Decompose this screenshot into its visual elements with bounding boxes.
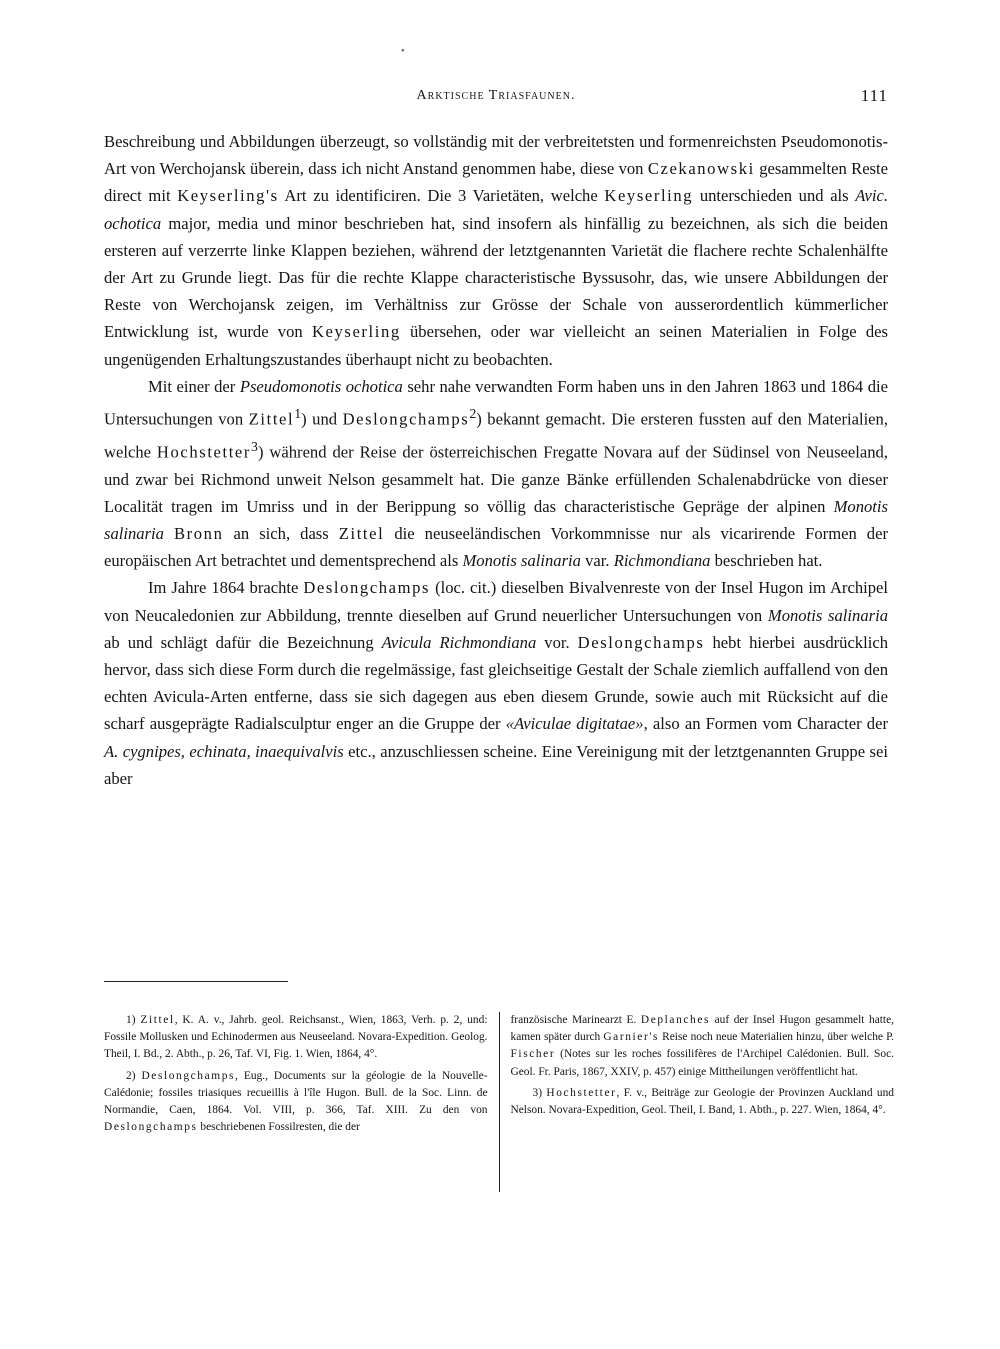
taxon-name: Monotis salinaria: [462, 551, 581, 571]
paragraph-2: [104, 373, 888, 574]
footnote-ref: 3: [251, 438, 258, 454]
text-run: Art zu identificiren. Die 3 Varietäten, welche: [278, 186, 605, 206]
author-name: Garnier's: [603, 1031, 660, 1044]
running-title: Arktische Triasfaunen.: [416, 88, 576, 103]
author-name: Bronn: [173, 523, 224, 543]
taxon-name: Monotis salinaria: [104, 496, 888, 543]
footnotes: [104, 1012, 894, 1192]
page-number: 111: [860, 86, 888, 105]
footnote-ref: 1: [294, 406, 302, 422]
author-name: Deplanches: [640, 1014, 711, 1026]
footnote-marker: 3): [532, 1086, 542, 1099]
footnote-marker: 1): [126, 1014, 136, 1026]
text-run: an sich, dass: [223, 523, 339, 543]
author-name: Deslongchamps: [303, 578, 431, 598]
text-run: , Eug., Documents sur la géologie de la Nouvelle-Calédonie; fossiles triasiques recueillis à l'île Hugon. Bull. de la Soc. Linn. de Normandie, Caen, 1864. Vol. VIII, p. 366, Taf. XIII. Zu den von: [104, 1069, 488, 1117]
text-run: die neuseeländischen Vorkommnisse nur als vicarirende Formen der europäischen Art betrachtet und dementsprechend als: [104, 523, 888, 571]
text-run: Reise noch neue Materialien hinzu, über welche P.: [659, 1031, 894, 1044]
text-run: Beschreibung und Abbildungen überzeugt, so vollständig mit der verbreitetsten und formenreichsten Pseudomonotis-Art von Werchojansk überein, dass ich nicht Anstand genommen habe, diese von: [104, 132, 888, 179]
paragraph-3: [104, 574, 888, 792]
text-run: major, media und minor beschrieben hat, sind insofern als hinfällig zu bezeichnen, als sich die beiden ersteren auf verzerrte linke Klappen beziehen, während der letztgenannten Varietät die flachere rechte Schalenhälfte der Art zu Grunde liegt. Das für die rechte Klappe characteristische Byssusohr, das, wie unsere Abbildungen der Reste von Werchojansk zeigen, im Verhältniss zur Grösse der Schale von ausserordentlich kümmerlicher Entwicklung ist, wurde von: [104, 213, 888, 342]
text-run: sehr nahe verwandten Form haben uns in den Jahren 1863 und 1864 die Untersuchungen von: [104, 376, 888, 429]
author-name: Zittel: [338, 523, 385, 543]
text-run: unterschieden und als: [693, 186, 856, 206]
text-run: vor.: [536, 632, 578, 652]
author-name: Keyserling's: [177, 186, 279, 206]
taxon-name: Richmondiana: [613, 551, 711, 571]
text-run: [164, 524, 174, 543]
author-name: Hochstetter: [156, 442, 252, 462]
author-name: Keyserling: [311, 322, 401, 342]
author-name: Deslongchamps: [141, 1069, 236, 1082]
author-name: Czekanowski: [647, 159, 755, 179]
text-run: etc., anzuschliessen scheine. Eine Vereinigung mit der letztgenannten Gruppe sei aber: [104, 741, 888, 788]
text-run: auf der Insel Hugon gesammelt hatte, kamen später durch: [510, 1014, 894, 1044]
text-run: var.: [580, 551, 614, 571]
text-run: beschriebenen Fossilresten, die der: [197, 1121, 360, 1134]
taxon-name: «Aviculae digitatae»: [505, 714, 644, 734]
top-mark: •: [401, 46, 405, 57]
footnote-column-right: [499, 1012, 895, 1192]
text-run: Mit einer der: [148, 376, 240, 396]
text-run: ) und: [301, 409, 343, 429]
author-name: Fischer: [510, 1048, 556, 1061]
author-name: Deslongchamps: [104, 1121, 198, 1134]
text-run: (loc. cit.) dieselben Bivalvenreste von der Insel Hugon im Archipel von Neucaledonien zur Abbildung, trennte dieselben auf Grund neuerlicher Untersuchungen von: [104, 578, 888, 625]
text-run: , K. A. v., Jahrb. geol. Reichsanst., Wien, 1863, Verh. p. 2, und: Fossile Mollusken und Echinodermen aus Neuseeland. Novara-Expedition. Geolog. Theil, I. Bd., 2. Abth., p. 26, Taf. VI, Fig. 1. Wien, 1864, 4°.: [104, 1014, 488, 1061]
author-name: Deslongchamps: [342, 409, 470, 429]
footnote-marker: 2): [126, 1069, 136, 1082]
text-run: ab und schlägt dafür die Bezeichnung: [104, 632, 382, 652]
taxon-name: Monotis salinaria: [767, 605, 888, 625]
footnote-ref: 2: [469, 406, 477, 422]
text-run: , F. v., Beiträge zur Geologie der Provinzen Auckland und Nelson. Novara-Expedition, Geol. Theil, I. Band, 1. Abth., p. 227. Wien, 1864, 4°.: [510, 1086, 894, 1117]
text-run: (Notes sur les roches fossilifères de l'Archipel Calédonien. Bull. Soc. Geol. Fr. Paris, 1867, XXIV, p. 457) einige Mittheilungen veröffentlicht hat.: [510, 1048, 894, 1078]
taxon-name: Pseudomonotis ochotica: [239, 376, 403, 396]
author-name: Keyserling: [604, 186, 694, 206]
text-run: übersehen, oder war vielleicht an seinen Materialien in Folge des ungenügenden Erhaltungszustandes überhaupt nicht zu beobachten.: [104, 322, 888, 369]
author-name: Deslongchamps: [577, 632, 705, 652]
text-run: beschrieben hat.: [710, 551, 823, 571]
text-run: , also an Formen vom Character der: [643, 714, 888, 734]
taxon-name: Avic. ochotica: [104, 186, 888, 233]
taxon-name: Avicula Richmondiana: [381, 632, 537, 652]
paragraph-1: [104, 128, 888, 373]
footnote-divider: [104, 981, 288, 982]
author-name: Zittel: [248, 409, 295, 429]
text-run: französische Marinearzt E.: [510, 1014, 641, 1026]
footnote-2: [104, 1068, 488, 1137]
text-run: Im Jahre 1864 brachte: [148, 578, 304, 598]
footnote-2-continued: [511, 1012, 895, 1081]
author-name: Hochstetter: [546, 1086, 617, 1099]
running-header: [104, 88, 888, 114]
footnote-column-left: [104, 1012, 499, 1192]
author-name: Zittel: [140, 1014, 175, 1026]
main-text: [104, 128, 888, 792]
text-run: ) bekannt gemacht. Die ersteren fussten auf den Materialien, welche: [104, 409, 888, 462]
footnote-3: [511, 1085, 895, 1119]
text-run: gesammelten Reste direct mit: [104, 159, 888, 206]
text-run: ) während der Reise der österreichischen Fregatte Novara auf der Südinsel von Neuseeland, und zwar bei Richmond unweit Nelson gesammelt hat. Die ganze Bänke erfüllenden Schalenabdrücke von dieser Localität tragen im Umriss und in der Berippung so völlig das characteristische Gepräge der alpinen: [104, 442, 888, 516]
footnote-1: [104, 1012, 488, 1064]
taxon-name: A. cygnipes, echinata, inaequivalvis: [104, 741, 344, 761]
text-run: hebt hierbei ausdrücklich hervor, dass sich diese Form durch die regelmässige, fast gleichseitige Gestalt der Schale ziemlich auffallend von den echten Avicula-Arten entferne, dass sie sich dagegen aus eben diesem Grunde, sowie auch mit Rücksicht auf die scharf ausgeprägte Radialsculptur enger an die Gruppe der: [104, 632, 888, 734]
